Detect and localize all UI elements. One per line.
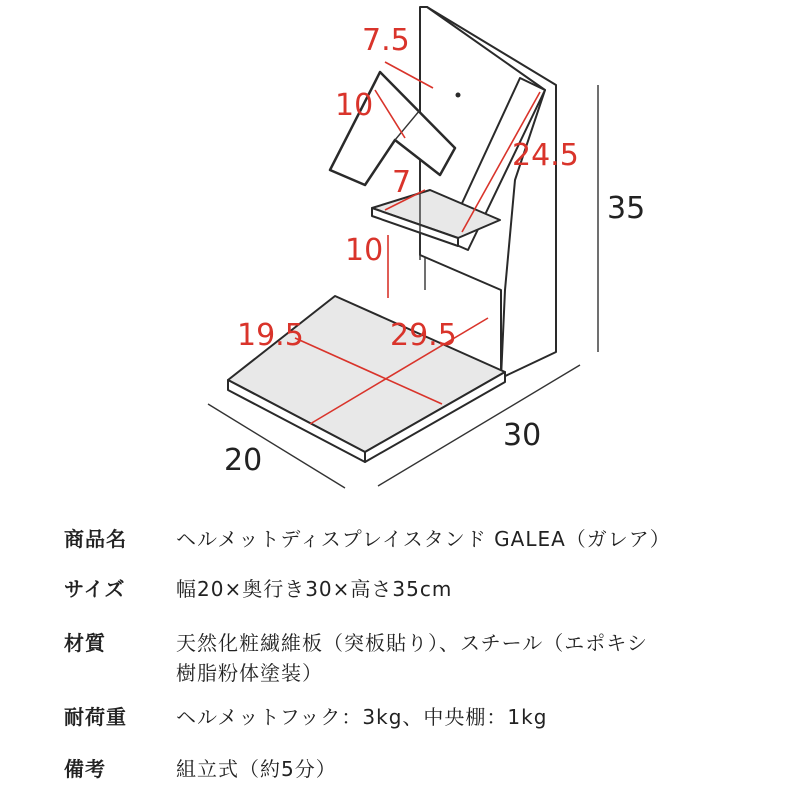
spec-key: 耐荷重 [64,705,127,729]
dim-label-depth: 30 [503,418,542,453]
spec-key: 材質 [64,631,106,655]
dim-label-shelf-gap: 10 [345,233,384,268]
spec-value: 幅20×奥行き30×高さ35cm [176,577,453,601]
dim-label-back-height: 24.5 [512,138,579,173]
spec-row-material [64,628,648,688]
spec-key: 備考 [64,757,106,781]
spec-row-size [64,574,452,604]
dim-label-base-depth: 29.5 [390,318,457,353]
spec-value: ヘルメットフック：3kg、中央棚：1kg [176,705,548,729]
dim-label-shelf-depth: 7 [392,165,412,200]
screw-hole [456,93,461,98]
spec-value-line-2: 樹脂粉体塗装） [176,661,323,685]
spec-value: ヘルメットディスプレイスタンド GALEA（ガレア） [176,527,671,551]
spec-row-notes [64,754,337,784]
dim-label-hook-width: 7.5 [362,23,410,58]
spec-value [176,628,648,688]
spec-key: 商品名 [64,527,127,551]
dim-label-width: 20 [224,443,263,478]
spec-row-load-capacity [64,702,547,732]
spec-value: 組立式（約5分） [176,757,337,781]
spec-row-product-name [64,524,671,554]
dim-label-height: 35 [607,191,646,226]
dim-label-base-width: 19.5 [237,318,304,353]
spec-value-line-1: 天然化粧繊維板（突板貼り）、スチール（エポキシ [176,631,648,655]
dim-label-hook-depth: 10 [335,88,374,123]
spec-key: サイズ [64,577,126,601]
